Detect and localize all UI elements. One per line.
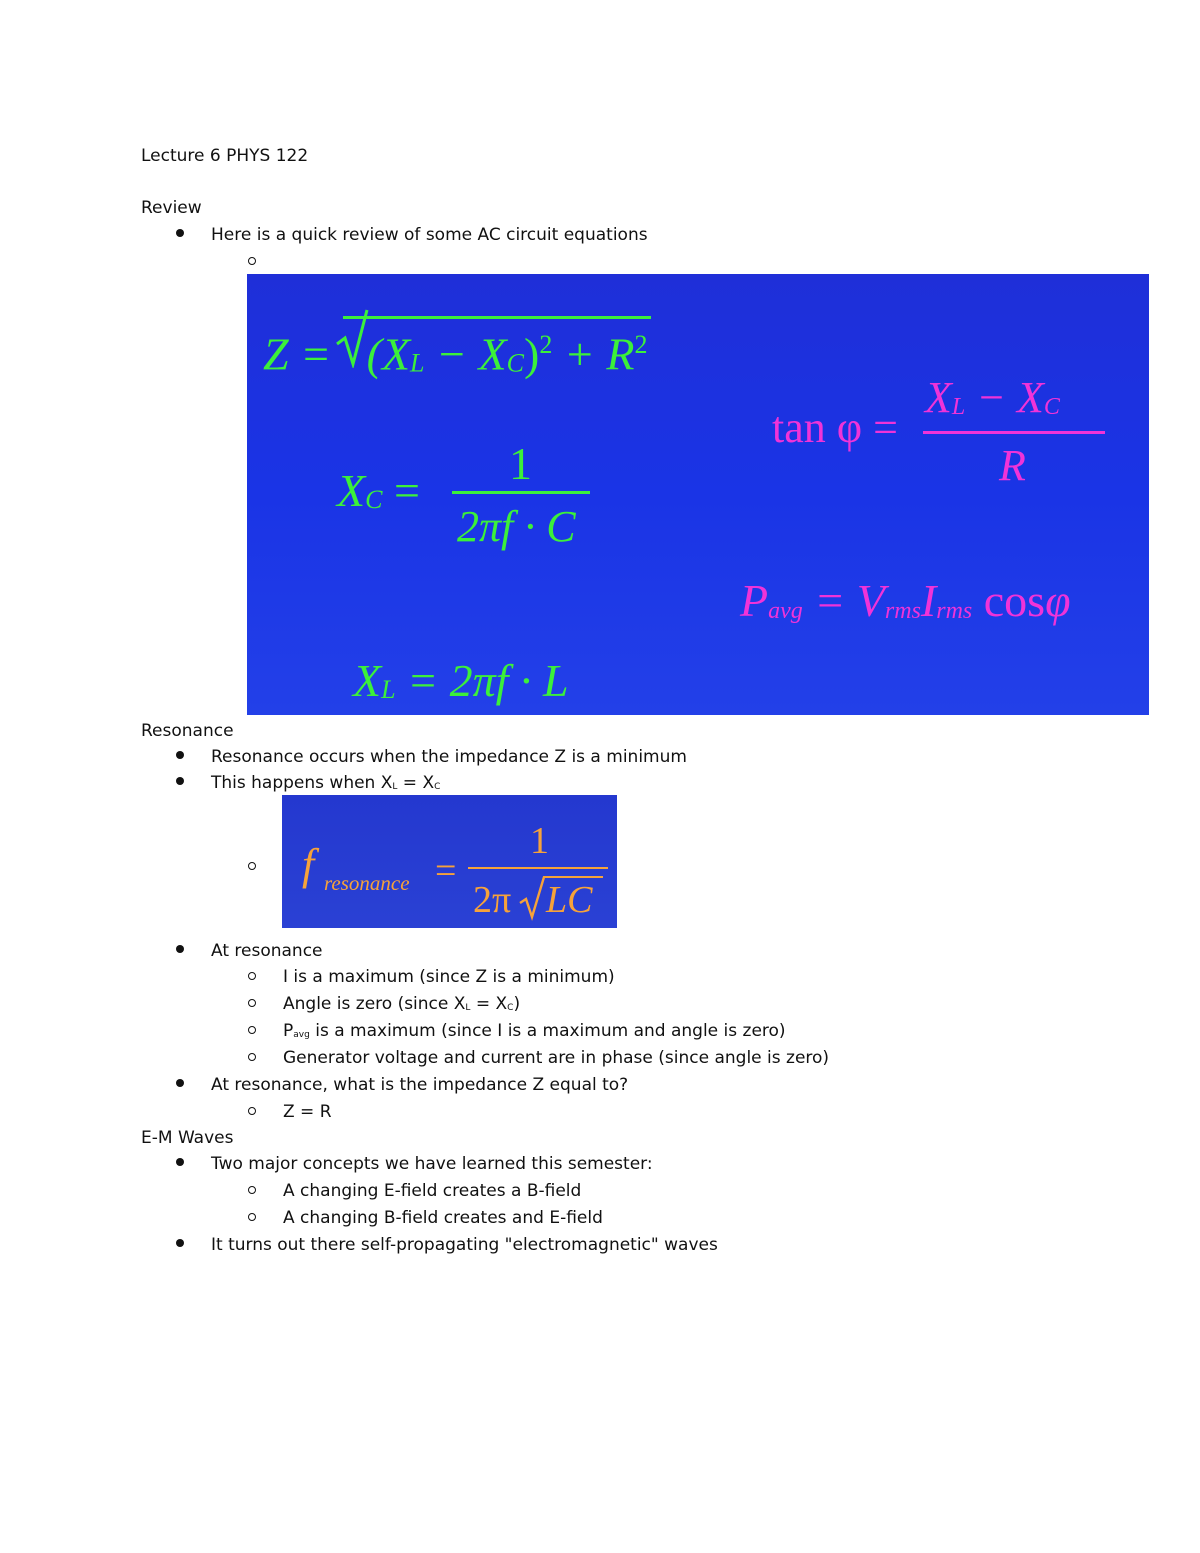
bullet-dot <box>176 1239 184 1247</box>
resonance-formula-image <box>282 795 617 928</box>
xc-fraction-bar <box>452 491 590 494</box>
f-subscript: resonance <box>324 871 410 895</box>
bullet-circle <box>248 1053 256 1061</box>
tan-phi-equation: tan φ = <box>772 403 898 452</box>
xc-denominator: 2πf · C <box>457 502 576 551</box>
resonance-sub-b: Angle is zero (since XL = XC) <box>283 994 521 1014</box>
sqrt-symbol <box>518 875 546 921</box>
em-sub-1: A changing E-field creates a B-field <box>283 1181 582 1201</box>
em-heading: E-M Waves <box>141 1128 234 1148</box>
em-sub-2: A changing B-field creates and E-field <box>283 1208 603 1228</box>
review-bullet-1: Here is a quick review of some AC circuit equations <box>211 225 648 245</box>
xc-numerator: 1 <box>509 438 532 489</box>
bullet-circle <box>248 1186 256 1194</box>
bullet-circle <box>248 999 256 1007</box>
resonance-bullet-1: Resonance occurs when the impedance Z is a minimum <box>211 747 687 767</box>
resonance-heading: Resonance <box>141 721 234 741</box>
bullet-dot <box>176 945 184 953</box>
impedance-equation: Z = $(X_L - X_C)^2 + R^2$ <box>263 316 651 389</box>
resonance-bullet-3: At resonance <box>211 941 323 961</box>
f-symbol: f <box>302 840 315 889</box>
page-title: Lecture 6 PHYS 122 <box>141 146 309 166</box>
formula-denominator: 2π <box>473 879 512 921</box>
resonance-sub-a: I is a maximum (since Z is a minimum) <box>283 967 615 987</box>
tan-phi-denominator: R <box>999 441 1026 490</box>
bullet-circle <box>248 862 256 870</box>
review-heading: Review <box>141 198 202 218</box>
resonance-sub-d: Generator voltage and current are in phase (since angle is zero) <box>283 1048 830 1068</box>
bullet-circle <box>248 1213 256 1221</box>
bullet-dot <box>176 1158 184 1166</box>
em-bullet-2: It turns out there self-propagating "electromagnetic" waves <box>211 1235 718 1255</box>
bullet-circle <box>248 1107 256 1115</box>
resonance-sub-c: Pavg is a maximum (since I is a maximum and angle is zero) <box>283 1021 786 1041</box>
formula-numerator: 1 <box>530 820 549 862</box>
bullet-dot <box>176 229 184 237</box>
tan-phi-numerator: $X_L - X_C$ <box>925 373 1060 422</box>
equals-sign: = <box>435 850 457 892</box>
resonance-bullet-4-sub: Z = R <box>283 1102 332 1122</box>
power-equation: $P_{avg} = V_{rms}I_{rms}$ cosφ <box>740 575 1071 626</box>
bullet-circle <box>248 972 256 980</box>
resonance-bullet-2: This happens when XL = XC <box>211 773 441 793</box>
formula-root-content: LC <box>546 879 593 921</box>
bullet-circle <box>248 1026 256 1034</box>
sqrt-symbol <box>335 308 369 368</box>
resonance-bullet-4: At resonance, what is the impedance Z equal to? <box>211 1075 629 1095</box>
em-bullet-1: Two major concepts we have learned this semester: <box>211 1154 653 1174</box>
bullet-dot <box>176 751 184 759</box>
ac-equations-slide <box>247 274 1149 715</box>
bullet-dot <box>176 1079 184 1087</box>
formula-fraction-bar <box>468 867 608 869</box>
xl-equation: $X_L = 2\pi f \cdot L$ <box>353 655 569 706</box>
xc-equation-left: $X_C$ = <box>337 465 420 516</box>
bullet-circle <box>248 257 256 265</box>
bullet-dot <box>176 777 184 785</box>
tan-phi-fraction-bar <box>923 431 1105 434</box>
